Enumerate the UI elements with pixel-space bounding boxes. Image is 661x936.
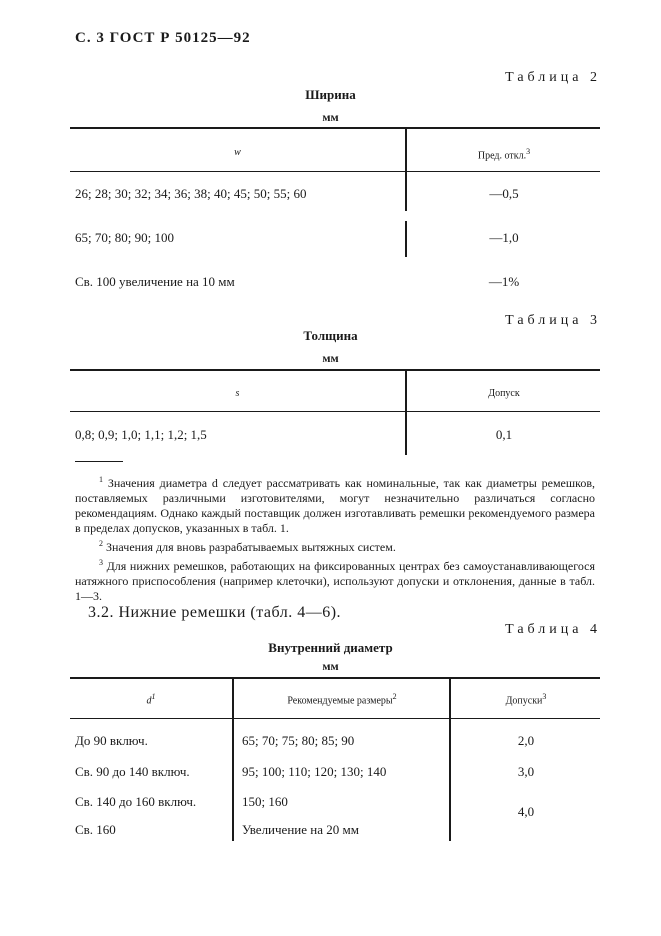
table-row-w: 26; 28; 30; 32; 34; 36; 38; 40; 45; 50; 55; 60 [75,186,307,201]
section-heading: 3.2. Нижние ремешки (табл. 4—6). [88,604,342,621]
table4-top-rule [70,677,600,679]
table-row-sizes: 150; 160 [242,794,288,809]
table4-header-rule [70,718,600,719]
table-row-tol: 0,1 [495,427,513,442]
table2-divider [405,221,407,257]
table4-divider [232,679,234,841]
table-row-dev: —1% [488,274,520,289]
table4-title: Внутренний диаметр [268,640,393,655]
table3-label: Таблица 3 [505,313,601,328]
table-row-d: Св. 90 до 140 включ. [75,764,190,779]
table2-title: Ширина [305,87,356,102]
table-row-s: 0,8; 0,9; 1,0; 1,1; 1,2; 1,5 [75,427,207,442]
table-row-tol: 4,0 [517,804,535,819]
table3-title: Толщина [303,328,358,343]
table4-col-d: $d^1$ [146,692,156,707]
table3-header-rule [70,411,600,412]
table4-divider [449,679,451,841]
table4-col-tol: Допуски$^3$ [505,692,547,707]
table-row-sizes: Увеличение на 20 мм [242,822,359,837]
table2-col-dev: Пред. откл.$^3$ [477,147,531,162]
table3-col-s: s [235,388,240,399]
table2-divider [405,129,407,211]
table-row-dev: —1,0 [489,230,519,245]
footnote-1: $^1$ Значения диаметра d следует рассматривать как номинальные, так как диаметры ремешков, поставляемых различными изготовителями, могут незначительно различаться согласно рекомендациям. Однако каждый поставщик должен изготавливать ремешки рекомендуемого размера в пределах допусков, указанных в табл. 1. [75,475,595,535]
table-row-w: Св. 100 увеличение на 10 мм [75,274,235,289]
table-row-tol: 2,0 [517,733,535,748]
table-row-sizes: 95; 100; 110; 120; 130; 140 [242,764,387,779]
table-row-w: 65; 70; 80; 90; 100 [75,230,174,245]
table4-unit: мм [322,659,339,673]
footnote-2: $^2$ Значения для вновь разрабатываемых вытяжных систем. [99,539,396,554]
table2-top-rule [70,127,600,129]
table2-col-w: w [234,147,241,158]
table3-col-tol: Допуск [488,388,520,399]
table4-label: Таблица 4 [505,622,601,637]
footnotes [75,472,595,604]
table-row-d: Св. 140 до 160 включ. [75,794,197,809]
table3-divider [405,371,407,455]
footnote-3: $^3$ Для нижних ремешков, работающих на фиксированных центрах без самоустанавливающегося натяжного приспособления (например клеточки), используют допуски и отклонения, данные в табл. 1—3. [75,558,596,603]
table4-col-sizes: Рекомендуемые размеры$^2$ [287,692,397,707]
footnote-rule [75,461,123,462]
table3-top-rule [70,369,600,371]
table2-header-rule [70,171,600,172]
table-row-tol: 3,0 [517,764,535,779]
page-header: С. 3 ГОСТ Р 50125—92 [75,30,251,46]
table3-unit: мм [322,351,339,365]
table-row-d: Св. 160 [75,822,116,837]
table2-unit: мм [322,110,339,124]
table-row-d: До 90 включ. [75,733,148,748]
table2-label: Таблица 2 [505,70,601,85]
table-row-sizes: 65; 70; 75; 80; 85; 90 [242,733,355,748]
table-row-dev: —0,5 [489,186,519,201]
